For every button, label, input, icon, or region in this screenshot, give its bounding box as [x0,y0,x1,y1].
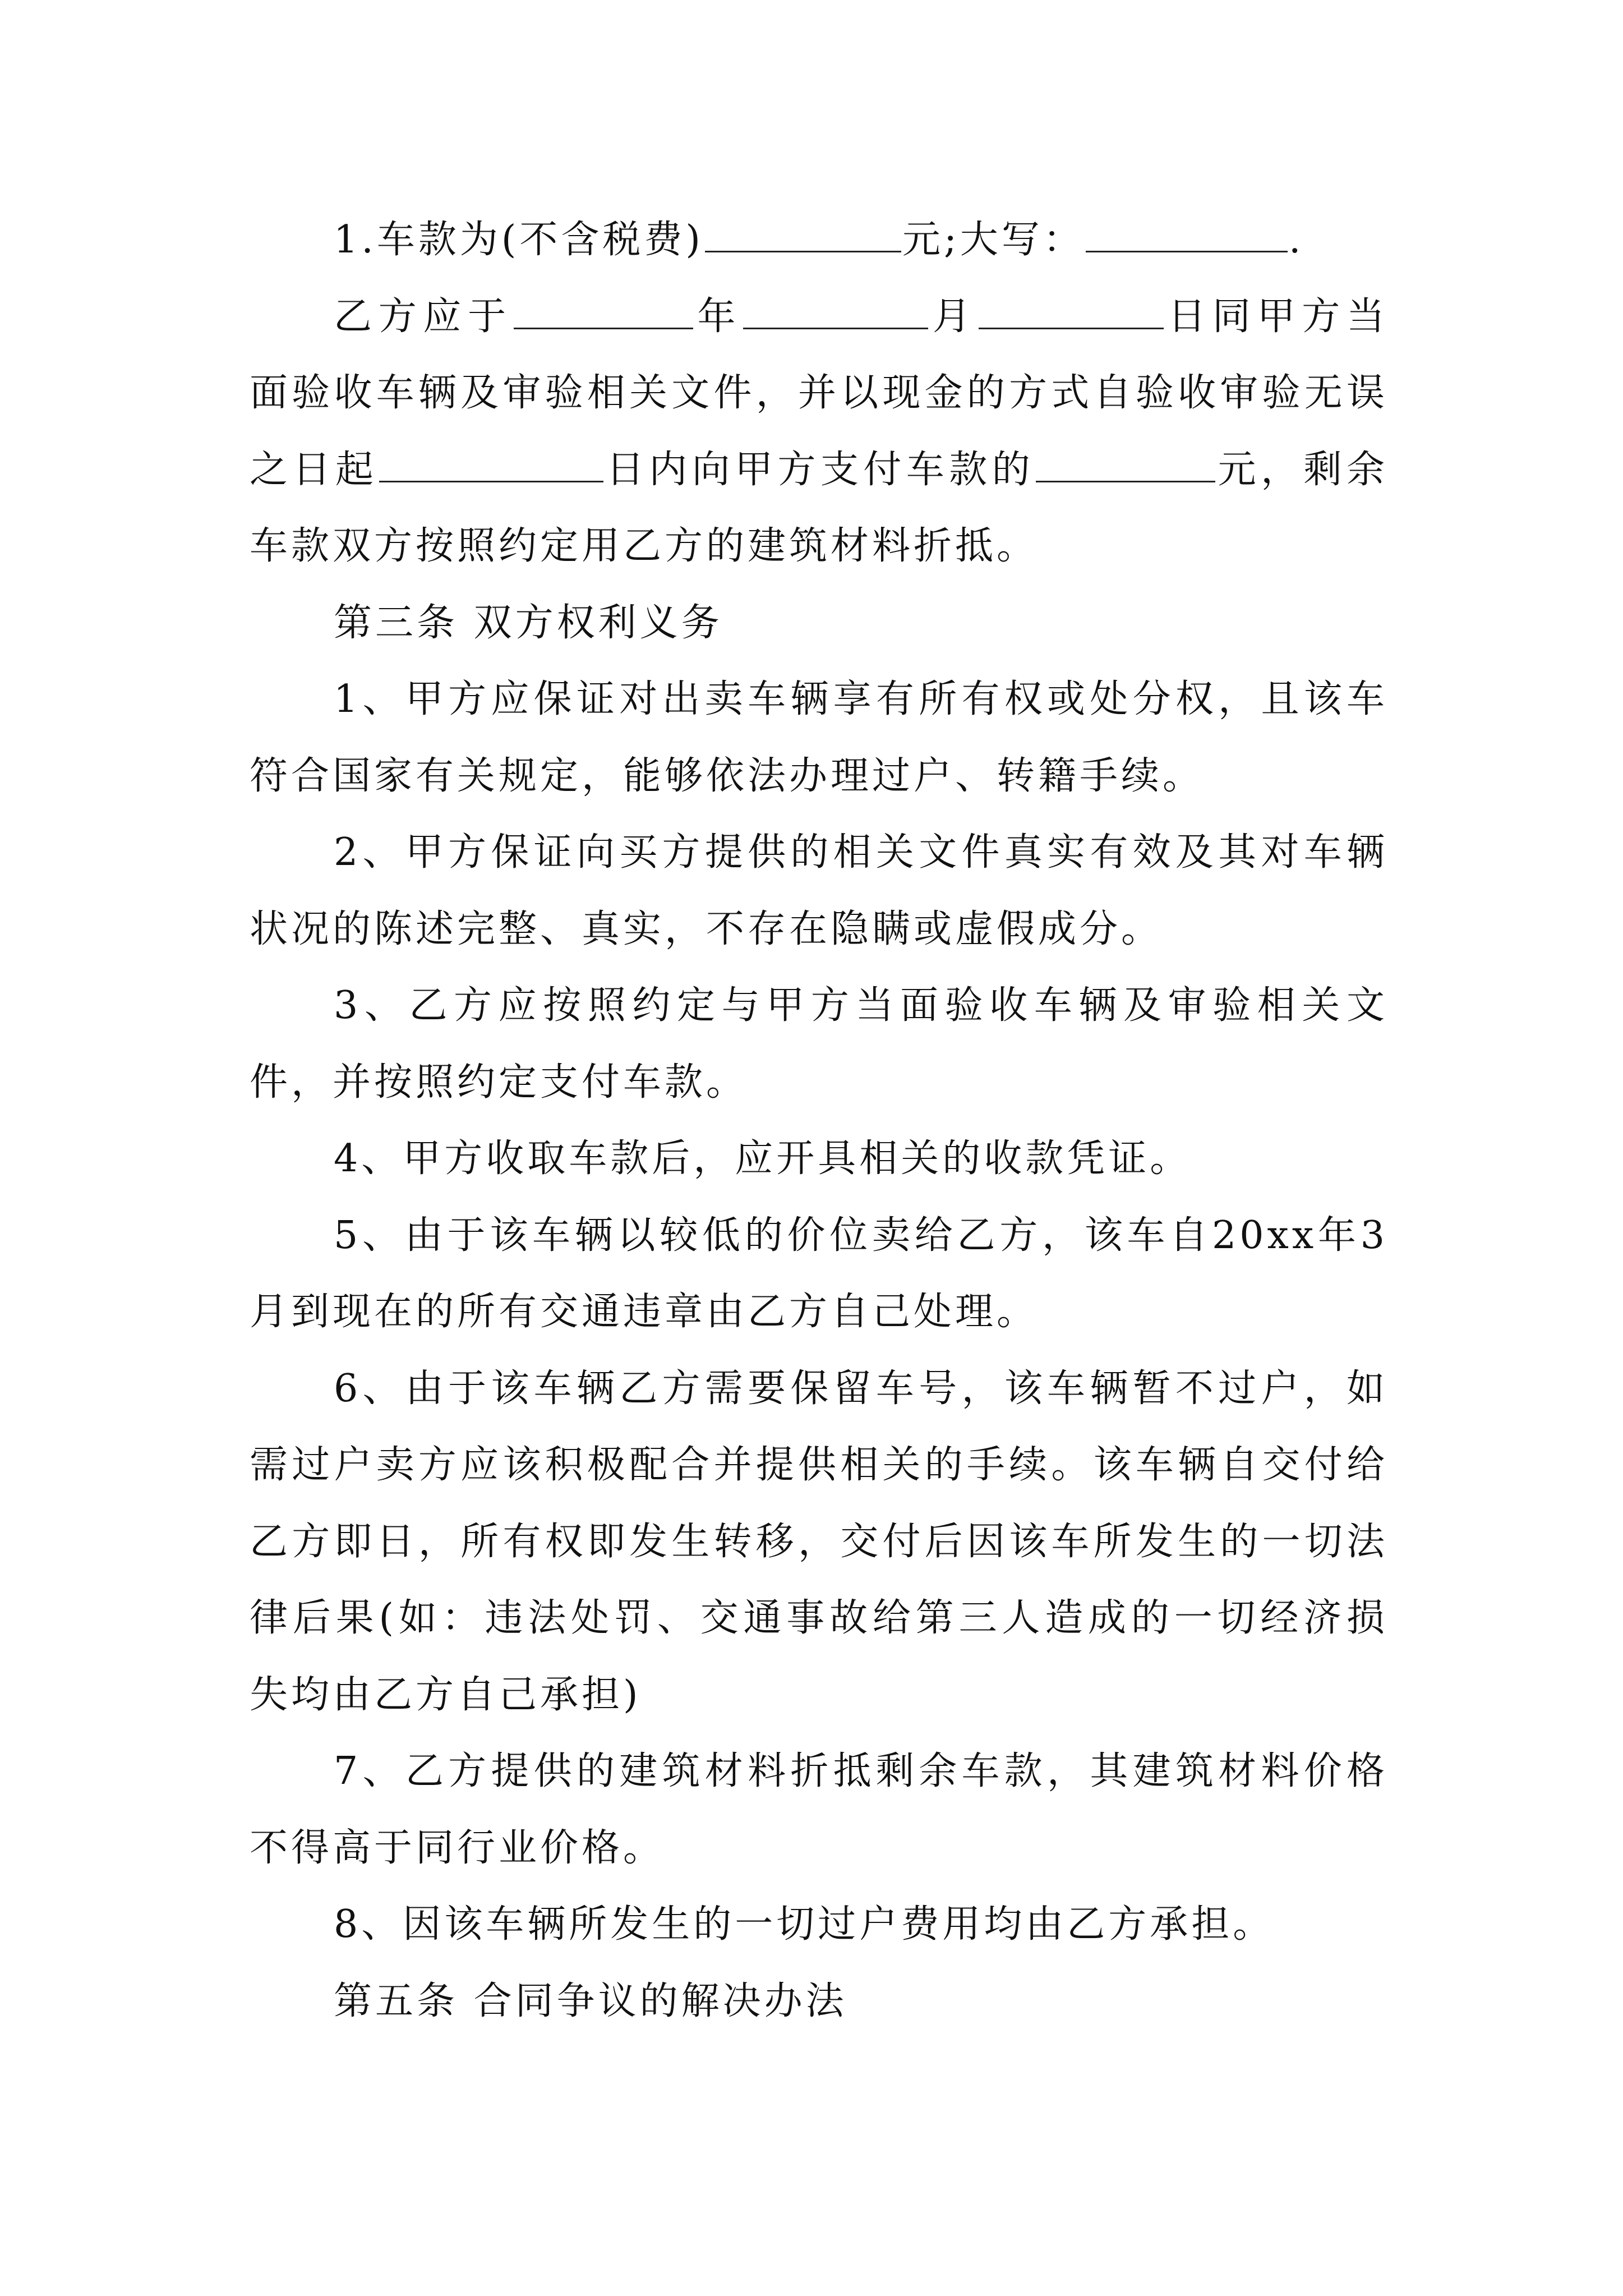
payment-text-month: 月 [929,294,978,339]
price-end: . [1288,218,1304,262]
payment-text-year: 年 [694,294,743,339]
item-5: 5、由于该车辆以较低的价位卖给乙方，该车自20xx年3月到现在的所有交通违章由乙方自己处理。 [250,1213,1388,1334]
price-clause [250,202,1388,279]
payment-text-e: 日内向甲方支付车款的 [605,447,1035,492]
capital-blank [1086,217,1288,252]
days-blank [379,447,603,482]
payment-text-d: 日同甲方当面验收车辆及审验相关文件，并以现金的方式自验收审验无误之日起 [250,294,1388,492]
item-4: 4、甲方收取车款后，应开具相关的收款凭证。 [334,1137,1192,1181]
month-blank [743,294,928,329]
item-7: 7、乙方提供的建筑材料折抵剩余车款，其建筑材料价格不得高于同行业价格。 [250,1749,1388,1870]
item-2: 2、甲方保证向买方提供的相关文件真实有效及其对车辆状况的陈述完整、真实，不存在隐瞒或虚假成分。 [250,830,1388,951]
price-label: 1.车款为(不含税费) [334,218,704,262]
document-body [250,202,1388,2040]
payment-text-a: 乙方应于 [334,294,513,339]
amount-blank [1036,447,1215,482]
item-1: 1、甲方应保证对出卖车辆享有所有权或处分权，且该车符合国家有关规定，能够依法办理过户、转籍手续。 [250,677,1388,798]
day-blank [979,294,1164,329]
price-blank [705,217,901,252]
payment-text-f: 元，剩余车款双方按照约定用乙方的建筑材料折抵。 [250,447,1388,568]
capital-label: 元;大写： [902,218,1085,262]
payment-clause [250,279,1388,585]
year-blank [514,294,693,329]
item-3: 3、乙方应按照约定与甲方当面验收车辆及审验相关文件，并按照约定支付车款。 [250,983,1388,1105]
section-5-title: 第五条 合同争议的解决办法 [334,1978,847,2023]
item-8: 8、因该车辆所发生的一切过户费用均由乙方承担。 [334,1902,1275,1947]
item-6: 6、由于该车辆乙方需要保留车号，该车辆暂不过户，如需过户卖方应该积极配合并提供相关的手续。该车辆自交付给乙方即日，所有权即发生转移，交付后因该车所发生的一切法律后果(如：违法处罚、交通事故给第三人造成的一切经济损失均由乙方自己承担) [250,1366,1388,1717]
section-3-title: 第三条 双方权利义务 [334,600,723,645]
